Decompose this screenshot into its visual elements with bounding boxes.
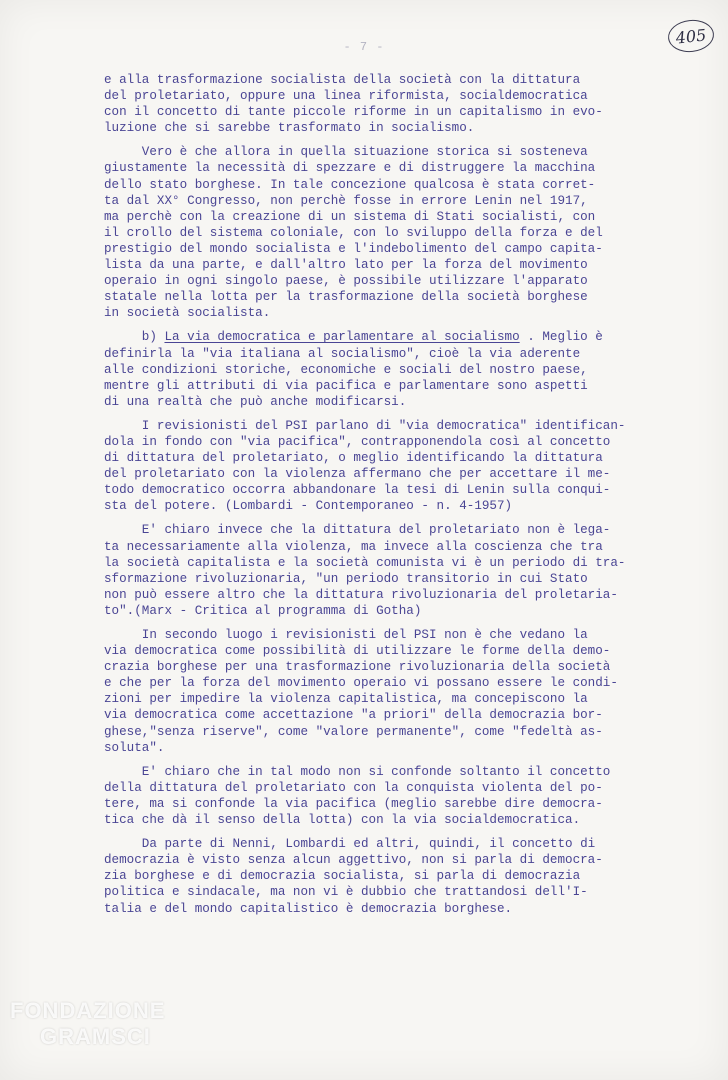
text-line: mentre gli attributi di via pacifica e parlamentare sono aspetti <box>104 378 588 393</box>
watermark-line-1: FONDAZIONE <box>10 998 166 1023</box>
text-line: statale nella lotta per la trasformazione della società borghese <box>104 290 588 305</box>
text-line: non può essere altro che la dittatura rivoluzionaria del proletaria- <box>104 587 618 602</box>
section-heading: La via democratica e parlamentare al socialismo <box>164 330 520 345</box>
text-line: crazia borghese per una trasformazione rivoluzionaria della società <box>104 660 611 675</box>
text-line: soluta". <box>104 740 165 755</box>
text-line: la società capitalista e la società comunista vi è un periodo di tra- <box>104 555 626 570</box>
paragraph <box>104 144 686 321</box>
text-line: e alla trasformazione socialista della società con la dittatura <box>104 73 581 87</box>
text-line: lista da una parte, e dall'altro lato per la forza del movimento <box>104 258 588 273</box>
text-line: ghese,"senza riserve", come "valore permanente", come "fedeltà as- <box>104 724 603 739</box>
text-line: politica e sindacale, ma non vi è dubbio che trattandosi dell'I- <box>104 885 588 900</box>
text-line: alle condizioni storiche, economiche e sociali del nostro paese, <box>104 362 588 377</box>
paragraph <box>104 72 686 136</box>
text-line: della dittatura del proletariato con la conquista violenta del po- <box>104 780 603 795</box>
text-line: via democratica come possibilità di utilizzare le forme della demo- <box>104 644 611 659</box>
watermark-line-2: GRAMSCI <box>40 1024 151 1049</box>
text-line: I revisionisti del PSI parlano di "via democratica" identifican- <box>104 418 626 433</box>
paragraph <box>104 836 686 916</box>
page-number: - 7 - <box>343 40 385 54</box>
text-line: dola in fondo con "via pacifica", contrapponendola così al concetto <box>104 434 611 449</box>
paragraph <box>104 418 686 515</box>
document-body <box>104 72 686 925</box>
section-heading-rest: . Meglio è <box>519 330 603 345</box>
archive-number-stamp: 405 <box>666 18 715 55</box>
text-line: tica che dà il senso della lotta) con la via socialdemocratica. <box>104 813 581 828</box>
text-line: via democratica come accettazione "a priori" della democrazia bor- <box>104 708 603 723</box>
paragraph <box>104 329 686 409</box>
text-line: giustamente la necessità di spezzare e di distruggere la macchina <box>104 161 596 176</box>
text-line: tere, ma si confonde la via pacifica (meglio sarebbe dire democra- <box>104 796 603 811</box>
text-line: di una realtà che può anche modificarsi. <box>104 394 407 409</box>
text-line: del proletariato con la violenza affermano che per accettare il me- <box>104 467 611 482</box>
section-heading-line <box>104 329 686 345</box>
text-line: todo democratico occorra abbandonare la tesi di Lenin sulla conqui- <box>104 483 611 498</box>
text-line: talia e del mondo capitalistico è democrazia borghese. <box>104 901 513 916</box>
text-line: Da parte di Nenni, Lombardi ed altri, quindi, il concetto di <box>104 837 596 852</box>
paragraph <box>104 627 686 756</box>
text-line: prestigio del mondo socialista e l'indebolimento del campo capita- <box>104 241 603 256</box>
text-line: democrazia è visto senza alcun aggettivo, non si parla di democra- <box>104 853 603 868</box>
text-line: con il concetto di tante piccole riforme in un capitalismo in evo- <box>104 105 603 120</box>
text-line: sformazione rivoluzionaria, "un periodo transitorio in cui Stato <box>104 571 588 586</box>
paragraph <box>104 764 686 828</box>
text-line: del proletariato, oppure una linea riformista, socialdemocratica <box>104 89 588 104</box>
paragraph <box>104 522 686 619</box>
text-line: E' chiaro che in tal modo non si confonde soltanto il concetto <box>104 764 611 779</box>
text-line: sta del potere. (Lombardi - Contemporaneo - n. 4-1957) <box>104 499 513 514</box>
text-line: E' chiaro invece che la dittatura del proletariato non è lega- <box>104 523 611 538</box>
section-marker: b) <box>104 330 165 345</box>
text-line: In secondo luogo i revisionisti del PSI non è che vedano la <box>104 628 588 642</box>
text-line: e che per la forza del movimento operaio vi possano essere le condi- <box>104 676 618 691</box>
text-line: di dittatura del proletariato, o meglio identificando la dittatura <box>104 451 603 466</box>
fondazione-gramsci-watermark <box>10 1000 165 1048</box>
text-line: dello stato borghese. In tale concezione qualcosa è stata corret- <box>104 177 596 192</box>
text-line: ma perchè con la creazione di un sistema di Stati socialisti, con <box>104 209 596 224</box>
text-line: in società socialista. <box>104 306 271 321</box>
text-line: definirla la "via italiana al socialismo", cioè la via aderente <box>104 346 581 361</box>
text-line: zioni per impedire la violenza capitalistica, ma concepiscono la <box>104 692 588 707</box>
text-line: to".(Marx - Critica al programma di Gotha) <box>104 603 422 618</box>
text-line: zia borghese e di democrazia socialista, si parla di democrazia <box>104 869 581 884</box>
text-line: ta necessariamente alla violenza, ma invece alla coscienza che tra <box>104 539 603 554</box>
text-line: luzione che si sarebbe trasformato in socialismo. <box>104 121 475 136</box>
text-line: ta dal XX° Congresso, non perchè fosse in errore Lenin nel 1917, <box>104 193 588 208</box>
text-line: Vero è che allora in quella situazione storica si sosteneva <box>104 145 588 160</box>
text-line: il crollo del sistema coloniale, con lo sviluppo della forza e del <box>104 225 603 240</box>
text-line: operaio in ogni singolo paese, è possibile utilizzare l'apparato <box>104 274 588 289</box>
